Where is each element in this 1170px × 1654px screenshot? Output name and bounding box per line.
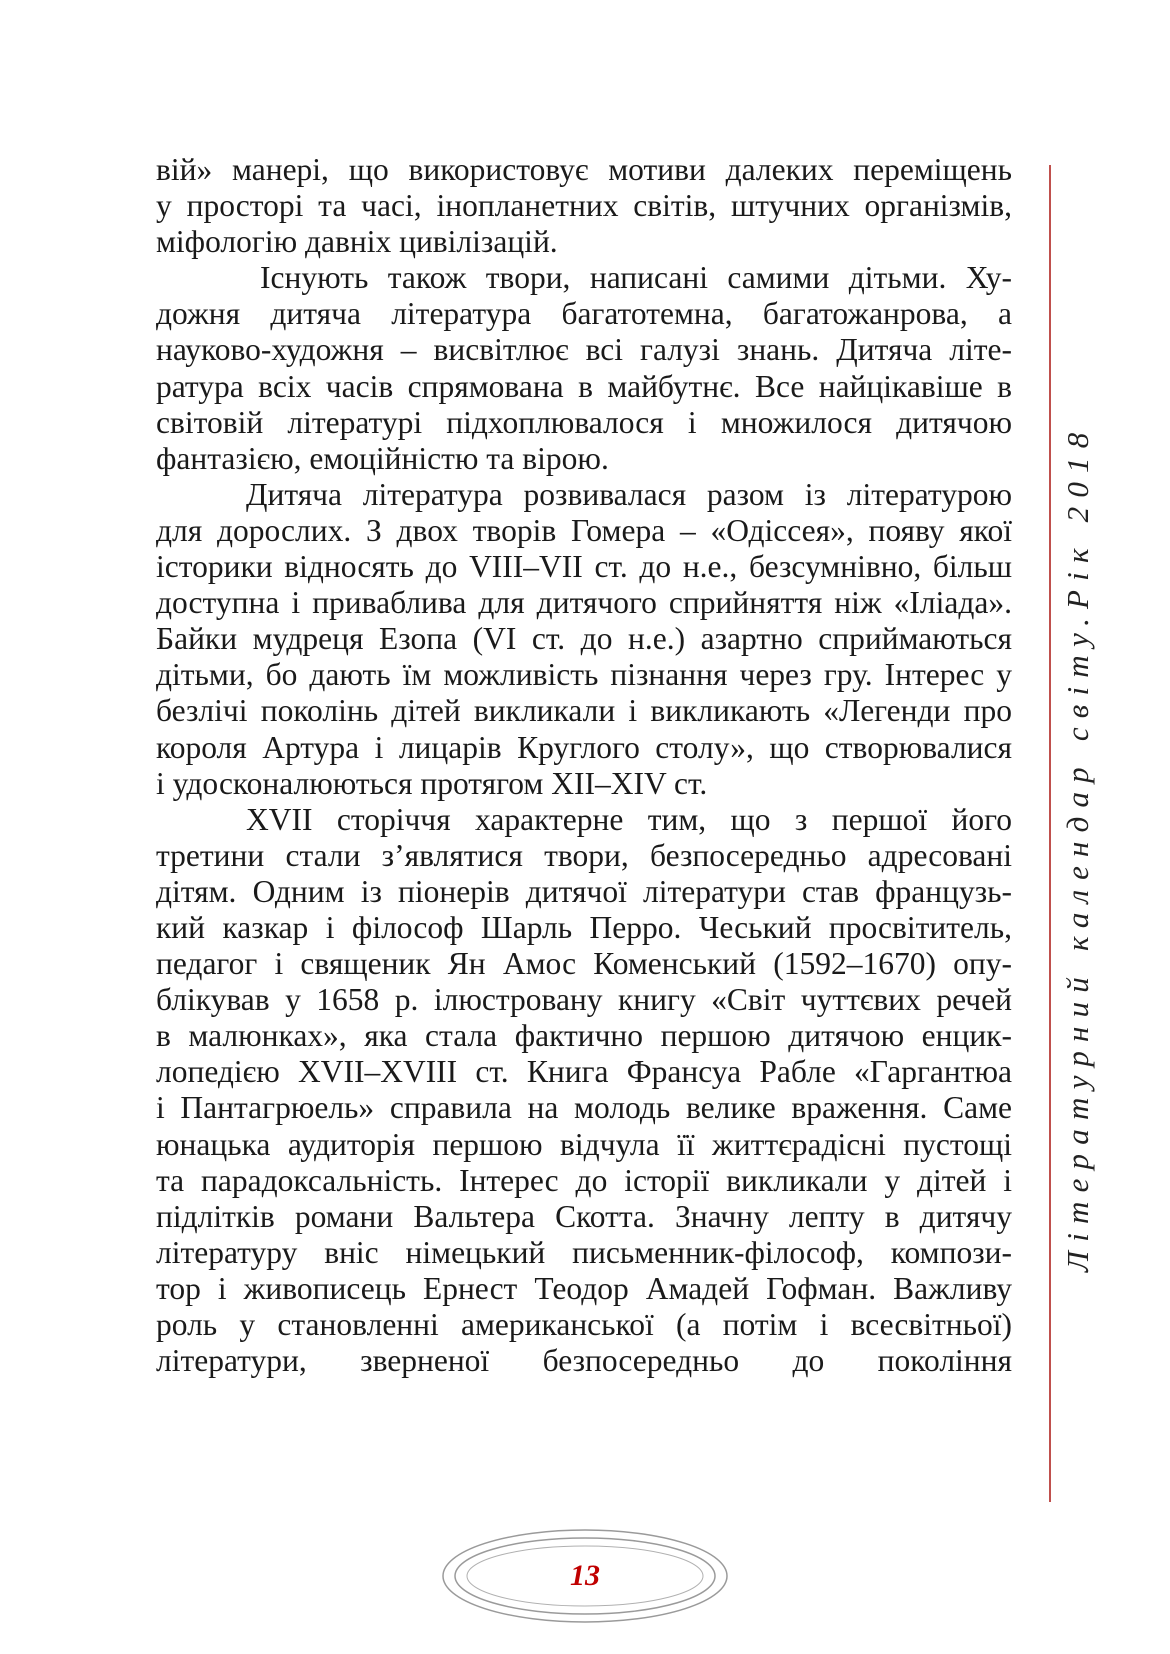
- text-line: для дорослих. З двох творів Гомера – «Одіссея», появу якої: [156, 512, 1012, 548]
- text-line: роль у становленні американської (а потім і всесвітньої): [156, 1307, 1012, 1342]
- text-line: підлітків романи Вальтера Скотта. Значну лепту в дитячу: [156, 1198, 1012, 1234]
- page-number-badge: [440, 1526, 730, 1626]
- text-line: третини стали з’являтися твори, безпосередньо адресовані: [156, 837, 1012, 873]
- text-line: Байки мудреця Езопа (VI ст. до н.е.) азартно сприймаються: [156, 621, 1012, 657]
- text-line: дітям. Одним із піонерів дитячої літератури став французь-: [156, 873, 1012, 909]
- text-line: світовій літературі підхоплювалося і множилося дитячою: [156, 404, 1012, 440]
- text-line: кий казкар і філософ Шарль Перро. Чеський просвітитель,: [156, 909, 1012, 945]
- text-line: лопедією XVII–XVIII ст. Книга Франсуа Рабле «Гаргантюа: [156, 1054, 1012, 1090]
- text-line: юнацька аудиторія першою відчула її життєрадісні пустощі: [156, 1126, 1012, 1162]
- text-line: і удосконалюються протягом XII–XIV ст.: [156, 765, 708, 801]
- text-line: педагог і священик Ян Амос Коменський (1592–1670) опу-: [156, 946, 1012, 982]
- text-line: блікував у 1658 р. ілюстровану книгу «Світ чуттєвих речей: [156, 982, 1012, 1018]
- text-line: безлічі поколінь дітей викликали і викликають «Легенди про: [156, 693, 1012, 729]
- text-line: у просторі та часі, інопланетних світів, штучних організмів,: [156, 188, 1012, 224]
- body-text: [156, 152, 1012, 1379]
- text-line: в малюнках», яка стала фактично першою дитячою енцик-: [156, 1018, 1012, 1054]
- text-line: науково-художня – висвітлює всі галузі знань. Дитяча літе-: [156, 332, 1012, 368]
- text-line: тор і живописець Ернест Теодор Амадей Гофман. Важливу: [156, 1270, 1012, 1306]
- page-number: 13: [570, 1559, 600, 1592]
- text-line: літературу вніс німецький письменник-філософ, компози-: [156, 1234, 1012, 1270]
- text-line: дітьми, бо дають їм можливість пізнання через гру. Інтерес у: [156, 657, 1012, 693]
- text-line: Дитяча література розвивалася разом із літературою: [246, 476, 1012, 512]
- text-line: доступна і приваблива для дитячого сприйняття ніж «Іліада».: [156, 585, 1012, 621]
- text-line: та парадоксальність. Інтерес до історії викликали у дітей і: [156, 1162, 1012, 1198]
- text-line: вій» манері, що використовує мотиви далеких переміщень: [156, 152, 1012, 187]
- text-line: ратура всіх часів спрямована в майбутнє. Все найцікавіше в: [156, 368, 1012, 404]
- text-line: і Пантагрюель» справила на молодь велике враження. Саме: [156, 1090, 1012, 1126]
- text-line: XVII сторіччя характерне тим, що з першої його: [246, 801, 1012, 837]
- text-line: дожня дитяча література багатотемна, багатожанрова, а: [156, 296, 1012, 332]
- text-line: фантазією, емоційністю та вірою.: [156, 440, 609, 476]
- text-line: короля Артура і лицарів Круглого столу», що створювалися: [156, 729, 1012, 765]
- side-rule: [1049, 165, 1051, 1502]
- text-line: міфологію давніх цивілізацій.: [156, 224, 558, 260]
- text-line: Існують також твори, написані самими дітьми. Ху-: [260, 260, 1012, 296]
- running-header: Літературний календар світу.Рік 2018: [1060, 423, 1095, 1272]
- text-line: літератури, зверненої безпосередньо до покоління: [156, 1343, 1012, 1379]
- text-line: історики відносять до VIII–VII ст. до н.е., безсумнівно, більш: [156, 549, 1012, 585]
